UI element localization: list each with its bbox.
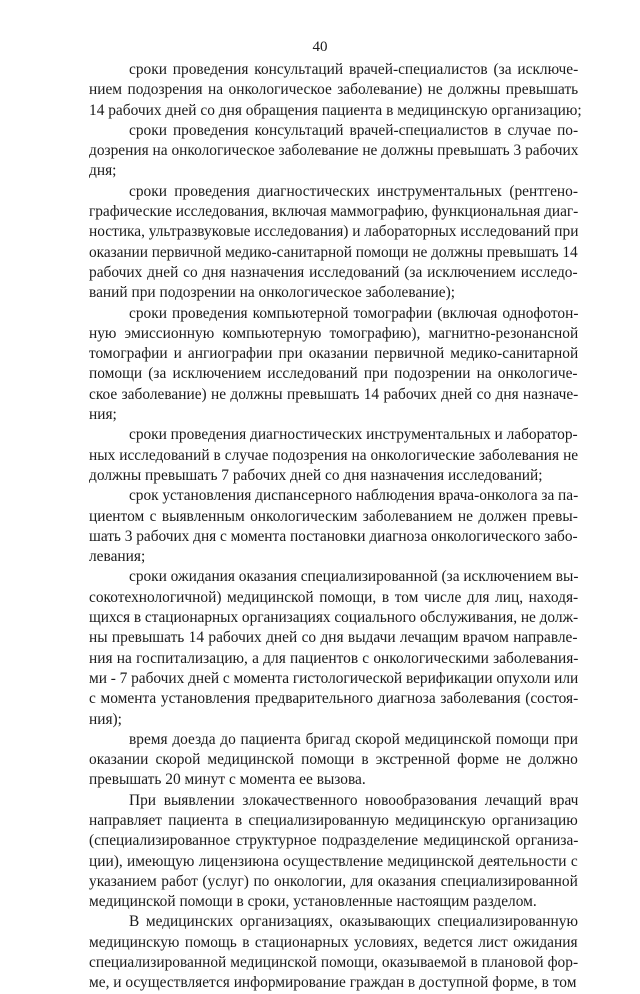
text-line: с момента установления предварительного диагноза заболевания (состоя- [89,690,579,708]
text-line: рабочих дней со дня назначения исследований (за исключением исследо- [89,263,578,281]
text-line: сроки проведения консультаций врачей-специалистов (за исключе- [129,61,579,78]
text-line: специализированной медицинской помощи, оказываемой в плановой фор- [89,954,579,972]
paragraph [89,486,578,567]
text-line: сокотехнологичной) медицинской помощи, в том числе для лиц, находя- [89,588,579,606]
text-line: щихся в стационарных организациях социального обслуживания, не долж- [89,609,579,627]
text-line: ную эмиссионную компьютерную томографию), магнитно-резонансной [89,324,579,342]
paragraph [89,60,582,121]
text-line: ния); [89,710,122,728]
text-line: ны превышать 14 рабочих дней со дня выдачи лечащим врачом направле- [89,629,578,647]
text-line: томографии и ангиографии при оказании первичной медико-санитарной [89,345,579,363]
text-line: ции), имеющую лицензиюна осуществление медицинской деятельности с [89,852,578,870]
text-line: ных исследований в случае подозрения на онкологические заболевания не [89,446,579,464]
text-line: сроки проведения диагностических инструментальных и лаборатор- [129,426,578,444]
text-line: ния на госпитализацию, а для пациентов с онкологическими заболевания- [89,649,579,667]
text-line: нием подозрения на онкологическое заболевание) не должны превышать [89,81,579,99]
text-line: указанием работ (услуг) по онкологии, для оказания специализированной [89,872,578,890]
text-line: сроки проведения консультаций врачей-специалистов в случае по- [129,121,579,139]
text-line: левания; [89,548,146,566]
text-line: направляет пациента в специализированную медицинскую организацию [89,811,578,829]
text-line: 14 рабочих дней со дня обращения пациента в медицинскую организацию; [89,101,582,119]
text-line: дня; [89,162,117,180]
text-line: срок установления диспансерного наблюдения врача-онколога за па- [129,487,579,505]
text-line: В медицинских организациях, оказывающих специализированную [129,913,578,931]
paragraph [89,912,578,993]
text-line: сроки проведения компьютерной томографии (включая однофотон- [129,304,579,322]
text-line: шать 3 рабочих дня с момента постановки диагноза онкологического забо- [89,527,578,545]
paragraph [89,567,578,729]
text-line: дозрения на онкологическое заболевание не должны превышать 3 рабочих [89,142,579,160]
text-line: При выявлении злокачественного новообразования лечащий врач [129,791,579,809]
paragraph [89,425,578,486]
text-line: ния; [89,406,117,424]
text-line: (специализированное структурное подразделение медицинской организа- [89,832,579,850]
paragraph [89,182,578,304]
text-line: время доезда до пациента бригад скорой медицинской помощи при [129,730,578,748]
paragraph [89,730,578,791]
text-line: ностика, ультразвуковые исследования) и лабораторных исследований при [89,223,579,241]
paragraph [89,791,578,913]
text-line: графические исследования, включая маммографию, функциональная диаг- [89,203,579,221]
text-line: ми - 7 рабочих дней с момента гистологической верификации опухоли или [89,669,579,687]
text-line: оказании скорой медицинской помощи в экстренной форме не должно [89,751,578,769]
text-line: оказании первичной медико-санитарной помощи не должны превышать 14 [89,243,578,261]
text-line: должны превышать 7 рабочих дней со дня назначения исследований; [89,466,543,484]
paragraph [89,121,578,182]
text-line: помощи (за исключением исследований при подозрении на онкологиче- [89,365,578,383]
text-line: ме, и осуществляется информирование граждан в доступной форме, в том [89,974,577,992]
text-line: сроки ожидания оказания специализированной (за исключением вы- [129,568,579,586]
text-line: ское заболевание) не должны превышать 14 рабочих дней со дня назначе- [89,385,579,403]
text-line: циентом с выявленным онкологическим заболеванием не должен превы- [89,507,578,525]
document-body [89,60,582,994]
text-line: ваний при подозрении на онкологическое заболевание); [89,284,455,302]
paragraph [89,304,578,426]
text-line: превышать 20 минут с момента ее вызова. [89,771,366,789]
text-line: медицинской помощи в сроки, установленные настоящим разделом. [89,893,537,911]
text-line: сроки проведения диагностических инструментальных (рентгено- [129,182,578,200]
page-number: 40 [312,39,328,55]
text-line: медицинскую помощь в стационарных условиях, ведется лист ожидания [89,933,578,951]
